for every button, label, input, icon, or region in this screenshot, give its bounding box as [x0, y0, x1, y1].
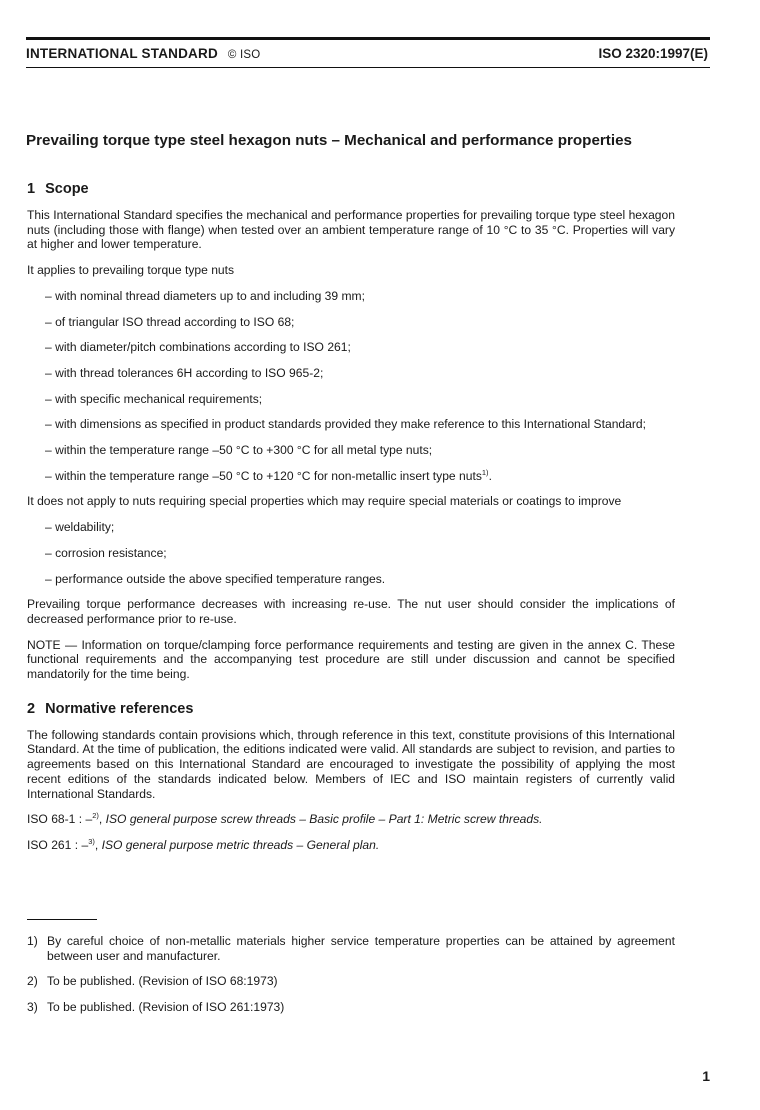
list-item: – weldability; [45, 520, 115, 535]
header-rule-top [26, 37, 710, 40]
scope-intro: This International Standard specifies the mechanical and performance properties for prevailing torque type steel hexagon nuts (including those with flange) when tested over an ambient temperature range of 10 °C to 35 °C. Properties will vary at higher and lower temperature. [27, 208, 675, 252]
footnote-number: 1) [27, 934, 38, 948]
list-item: – within the temperature range –50 °C to +300 °C for all metal type nuts; [45, 443, 433, 458]
reference-code: ISO 68-1 : – [27, 812, 93, 827]
footnote-text: To be published. (Revision of ISO 68:1973) [47, 974, 278, 989]
header-copyright: © ISO [227, 49, 261, 61]
reference-title: ISO general purpose metric threads – General plan. [101, 837, 380, 852]
list-item-last-text: – within the temperature range –50 °C to +120 °C for non-metallic insert type nuts [45, 468, 482, 483]
footnotes [27, 934, 675, 1026]
page-number: 1 [702, 1068, 710, 1084]
footnote-text: By careful choice of non-metallic materials higher service temperature properties can be attained by agreement between user and manufacturer. [47, 934, 675, 963]
list-item: – performance outside the above specified temperature ranges. [45, 571, 386, 586]
section-2-number: 2 [27, 700, 36, 717]
list-item-last [45, 469, 675, 484]
scope-applies: It applies to prevailing torque type nuts [27, 263, 235, 278]
document-body [27, 180, 675, 864]
section-1-heading [27, 180, 675, 198]
list-item: – corrosion resistance; [45, 545, 167, 560]
footnote-ref-1: 1) [481, 467, 489, 477]
section-1-number: 1 [27, 181, 36, 197]
footnote-number: 2) [27, 974, 38, 989]
reference-title: ISO general purpose screw threads – Basic profile – Part 1: Metric screw threads. [105, 812, 543, 827]
section-1-title: Scope [45, 181, 89, 197]
header-standard-label: INTERNATIONAL STANDARD [26, 46, 218, 61]
scope-not-apply: It does not apply to nuts requiring special properties which may require special materials or coatings to improve [27, 494, 622, 509]
footnote-text: To be published. (Revision of ISO 261:1973) [47, 1000, 285, 1015]
reference-item: ISO 68-1 : –$^{2)}$, ISO general purpose screw threads – Basic profile – Part 1: Metric screw threads. [27, 811, 543, 827]
footnote-separator [27, 919, 97, 920]
list-item: – with nominal thread diameters up to and including 39 mm; [45, 288, 365, 303]
footnote [27, 1000, 675, 1015]
header-rule-bottom [26, 67, 710, 68]
header-left [26, 46, 260, 61]
reference-item: ISO 261 : –$^{3)}$, ISO general purpose metric threads – General plan. [27, 836, 380, 852]
footnote-number: 3) [27, 1000, 38, 1015]
list-item: – with diameter/pitch combinations according to ISO 261; [45, 340, 351, 355]
list-item: – with specific mechanical requirements; [45, 391, 263, 406]
footnote [27, 974, 675, 989]
normative-intro: The following standards contain provisions which, through reference in this text, constitute provisions of this International Standard. At the time of publication, the editions indicated were valid. All standards are subject to revision, and parties to agreements based on this International Standard are encouraged to investigate the possibility of applying the most recent editions of the standards indicated below. Members of IEC and ISO maintain registers of currently valid International Standards. [27, 727, 675, 801]
list-item-last-end: . [488, 468, 492, 483]
section-2-heading [27, 700, 675, 718]
section-2-title: Normative references [45, 700, 194, 717]
list-item: – of triangular ISO thread according to ISO 68; [45, 314, 295, 329]
page-header [26, 46, 710, 66]
list-item: – with dimensions as specified in product standards provided they make reference to this International Standard; [45, 417, 646, 432]
footnote [27, 934, 675, 963]
document-title: Prevailing torque type steel hexagon nuts – Mechanical and performance properties [26, 132, 632, 149]
list-item: – with thread tolerances 6H according to ISO 965-2; [45, 365, 324, 380]
scope-reuse: Prevailing torque performance decreases with increasing re-use. The nut user should consider the implications of decreased performance prior to re-use. [27, 597, 675, 626]
reference-code: ISO 261 : – [27, 837, 89, 852]
header-document-number: ISO 2320:1997(E) [598, 46, 708, 61]
footnote-ref-3: 3) [88, 836, 95, 846]
footnote-ref-2: 2) [92, 811, 99, 821]
scope-note: NOTE — Information on torque/clamping force performance requirements and testing are given in the annex C. These functional requirements and the accompanying test procedure are still under discussion and cannot be specified mandatorily for the time being. [27, 637, 675, 682]
